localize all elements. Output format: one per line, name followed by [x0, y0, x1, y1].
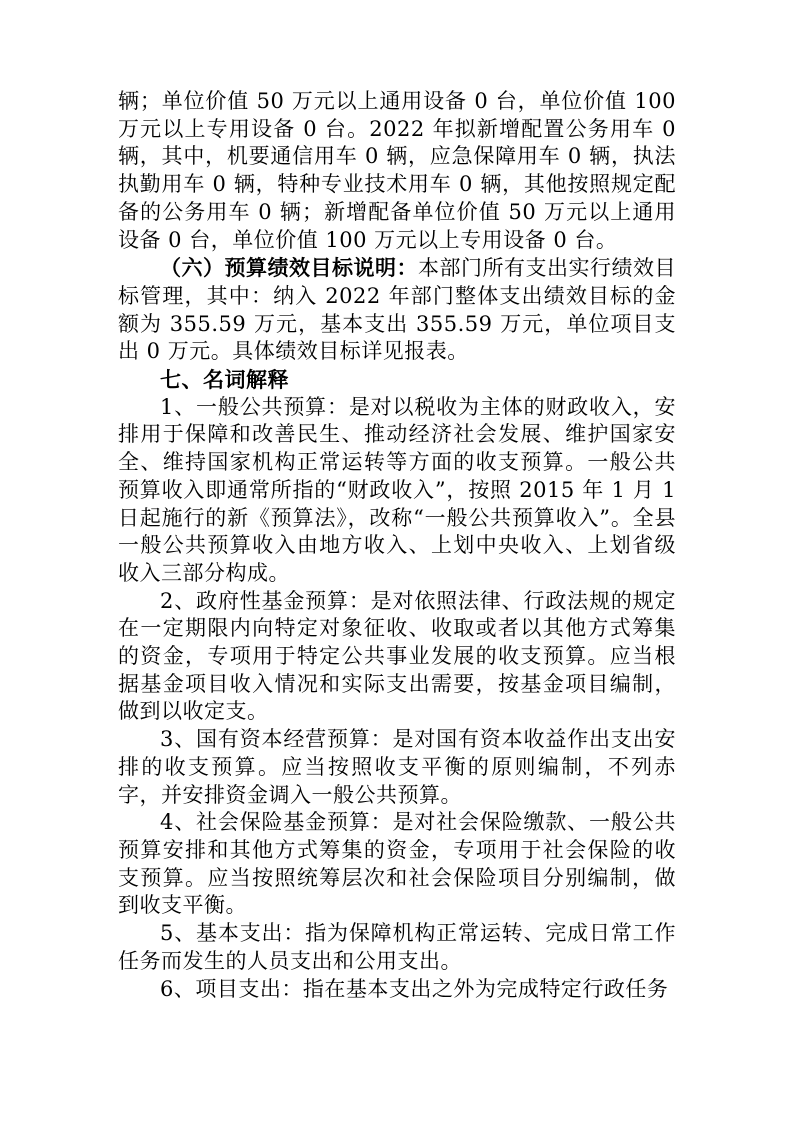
document-body: [118, 88, 676, 1003]
paragraph-term-government-fund-budget: 2、政府性基金预算：是对依照法律、行政法规的规定在一定期限内向特定对象征收、收取或者以其他方式筹集的资金，专项用于特定公共事业发展的收支预算。应当根据基金项目收入情况和实际支出需要，按基金项目编制，做到以收定支。: [118, 588, 676, 724]
paragraph-term-state-capital-budget: 3、国有资本经营预算：是对国有资本收益作出支出安排的收支预算。应当按照收支平衡的原则编制，不列赤字，并安排资金调入一般公共预算。: [118, 727, 676, 807]
paragraph-text: 本部门所有支出实行绩效目标管理，其中：纳入 2022 年部门整体支出绩效目标的金额为 355.59 万元，基本支出 355.59 万元，单位项目支出 0 万元。具体绩效目标详见报表。: [118, 256, 676, 364]
section-heading-glossary: 七、名词解释: [160, 367, 289, 393]
paragraph-term-project-expenditure: 6、项目支出：指在基本支出之外为完成特定行政任务: [160, 976, 669, 1001]
paragraph-term-general-public-budget: 1、一般公共预算：是对以税收为主体的财政收入，安排用于保障和改善民生、推动经济社会发展、维护国家安全、维持国家机构正常运转等方面的收支预算。一般公共预算收入即通常所指的“财政收入”，按照 2015 年 1 月 1 日起施行的新《预算法》，改称“一般公共预算收入”。全县一般公共预算收入由地方收入、上划中央收入、上划省级收入三部分构成。: [118, 394, 676, 585]
paragraph-vehicle-equipment: 辆；单位价值 50 万元以上通用设备 0 台，单位价值 100 万元以上专用设备 0 台。2022 年拟新增配置公务用车 0 辆，其中，机要通信用车 0 辆，应急保障用车 0 辆，执法执勤用车 0 辆，特种专业技术用车 0 辆，其他按照规定配备的公务用车 0 辆；新增配备单位价值 50 万元以上通用设备 0 台，单位价值 100 万元以上专用设备 0 台。: [118, 89, 676, 252]
paragraph-term-social-insurance-budget: 4、社会保险基金预算：是对社会保险缴款、一般公共预算安排和其他方式筹集的资金，专项用于社会保险的收支预算。应当按照统筹层次和社会保险项目分别编制，做到收支平衡。: [118, 810, 676, 918]
paragraph-performance-targets: [118, 254, 676, 366]
paragraph-bold-lead: （六）预算绩效目标说明：: [160, 255, 418, 281]
paragraph-term-basic-expenditure: 5、基本支出：指为保障机构正常运转、完成日常工作任务而发生的人员支出和公用支出。: [118, 921, 676, 973]
